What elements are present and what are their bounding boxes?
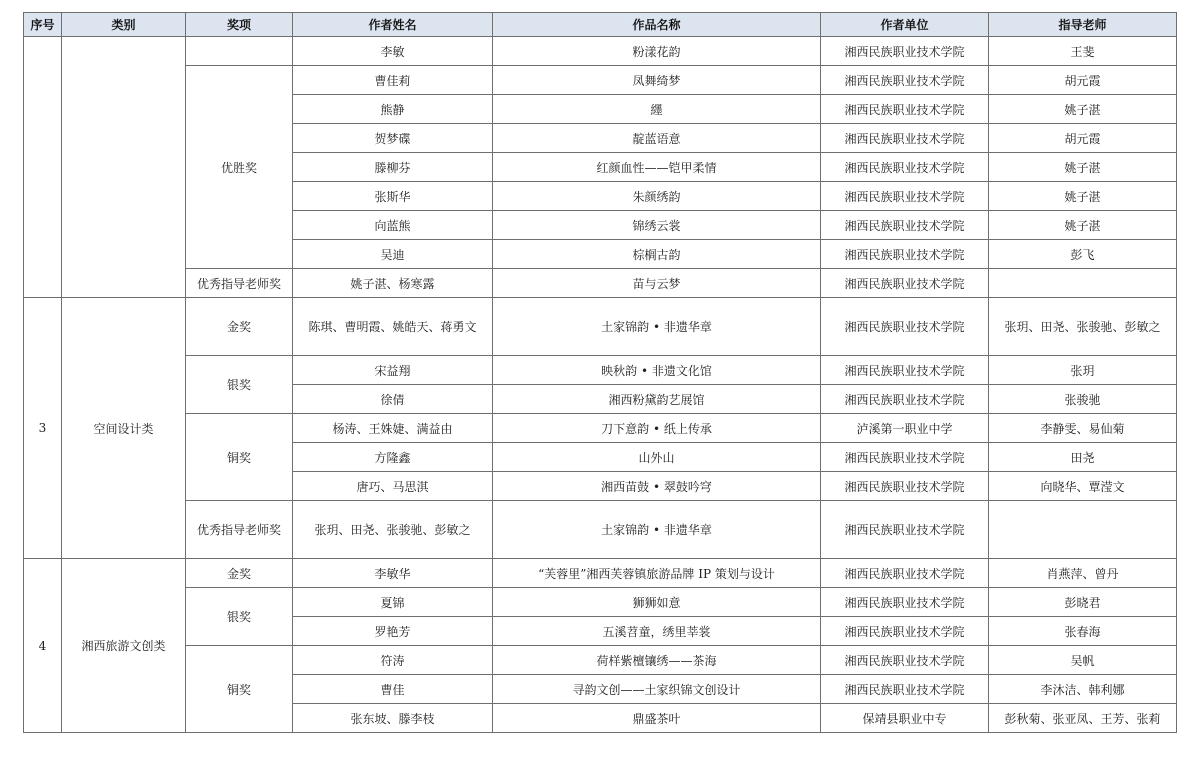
- advisor-cell: 彭飞: [989, 240, 1177, 269]
- author-cell: 方隆鑫: [293, 443, 493, 472]
- table-row: [24, 501, 1177, 559]
- work-title-cell: 红颜血性——铠甲柔情: [493, 153, 821, 182]
- advisor-cell: 吴帆: [989, 646, 1177, 675]
- category-cell: 湘西旅游文创类: [62, 559, 186, 733]
- work-title-cell: 苗与云梦: [493, 269, 821, 298]
- unit-cell: 湘西民族职业技术学院: [821, 124, 989, 153]
- advisor-cell: [989, 269, 1177, 298]
- work-title-cell: 寻韵文创——土家织锦文创设计: [493, 675, 821, 704]
- table-row: [24, 414, 1177, 443]
- unit-cell: 湘西民族职业技术学院: [821, 95, 989, 124]
- award-cell: 优胜奖: [186, 66, 293, 269]
- work-title-cell: 棕榈古韵: [493, 240, 821, 269]
- award-cell: 优秀指导老师奖: [186, 269, 293, 298]
- unit-cell: 湘西民族职业技术学院: [821, 501, 989, 559]
- work-title-cell: 狮狮如意: [493, 588, 821, 617]
- award-cell: 金奖: [186, 298, 293, 356]
- table-row: [24, 588, 1177, 617]
- advisor-cell: 向晓华、覃滢文: [989, 472, 1177, 501]
- header-award: 奖项: [186, 13, 293, 37]
- unit-cell: 湘西民族职业技术学院: [821, 153, 989, 182]
- advisor-cell: 张玥: [989, 356, 1177, 385]
- unit-cell: 湘西民族职业技术学院: [821, 675, 989, 704]
- award-cell: 金奖: [186, 559, 293, 588]
- work-title-cell: 锦绣云裳: [493, 211, 821, 240]
- advisor-cell: 姚子湛: [989, 182, 1177, 211]
- unit-cell: 湘西民族职业技术学院: [821, 298, 989, 356]
- table-row: [24, 37, 1177, 66]
- award-list-sheet: [23, 12, 1177, 733]
- category-cell: 空间设计类: [62, 298, 186, 559]
- author-cell: 李敏: [293, 37, 493, 66]
- header-advisor: 指导老师: [989, 13, 1177, 37]
- work-title-cell: 土家锦韵 • 非遗华章: [493, 298, 821, 356]
- advisor-cell: 李静雯、易仙菊: [989, 414, 1177, 443]
- author-cell: 罗艳芳: [293, 617, 493, 646]
- advisor-cell: 王斐: [989, 37, 1177, 66]
- work-title-cell: 映秋韵 • 非遗文化馆: [493, 356, 821, 385]
- advisor-cell: 姚子湛: [989, 95, 1177, 124]
- work-title-cell: 山外山: [493, 443, 821, 472]
- work-title-cell: 凤舞绮梦: [493, 66, 821, 95]
- unit-cell: 湘西民族职业技术学院: [821, 559, 989, 588]
- header-unit: 作者单位: [821, 13, 989, 37]
- unit-cell: 保靖县职业中专: [821, 704, 989, 733]
- award-table-body: [24, 37, 1177, 733]
- advisor-cell: 田尧: [989, 443, 1177, 472]
- award-cell: 铜奖: [186, 646, 293, 733]
- unit-cell: 湘西民族职业技术学院: [821, 269, 989, 298]
- work-title-cell: 粉漾花韵: [493, 37, 821, 66]
- award-cell: [186, 37, 293, 66]
- seq-cell: 3: [24, 298, 62, 559]
- unit-cell: 泸溪第一职业中学: [821, 414, 989, 443]
- author-cell: 唐巧、马思淇: [293, 472, 493, 501]
- table-row: [24, 646, 1177, 675]
- author-cell: 张玥、田尧、张骏驰、彭敏之: [293, 501, 493, 559]
- author-cell: 张东坡、滕李枝: [293, 704, 493, 733]
- author-cell: 滕柳芬: [293, 153, 493, 182]
- author-cell: 曹佳: [293, 675, 493, 704]
- advisor-cell: 彭秋菊、张亚凤、王芳、张莉: [989, 704, 1177, 733]
- table-row: [24, 269, 1177, 298]
- author-cell: 陈琪、曹明霞、姚皓天、蒋勇文: [293, 298, 493, 356]
- unit-cell: 湘西民族职业技术学院: [821, 240, 989, 269]
- author-cell: 徐倩: [293, 385, 493, 414]
- unit-cell: 湘西民族职业技术学院: [821, 646, 989, 675]
- unit-cell: 湘西民族职业技术学院: [821, 472, 989, 501]
- advisor-cell: 张玥、田尧、张骏驰、彭敏之: [989, 298, 1177, 356]
- work-title-cell: 朱颜绣韵: [493, 182, 821, 211]
- unit-cell: 湘西民族职业技术学院: [821, 37, 989, 66]
- work-title-cell: 湘西苗鼓 • 翠鼓吟穹: [493, 472, 821, 501]
- seq-cell: 4: [24, 559, 62, 733]
- author-cell: 杨涛、王姝婕、满益由: [293, 414, 493, 443]
- unit-cell: 湘西民族职业技术学院: [821, 356, 989, 385]
- table-row: [24, 356, 1177, 385]
- header-author: 作者姓名: [293, 13, 493, 37]
- unit-cell: 湘西民族职业技术学院: [821, 66, 989, 95]
- advisor-cell: 胡元霞: [989, 124, 1177, 153]
- unit-cell: 湘西民族职业技术学院: [821, 617, 989, 646]
- author-cell: 姚子湛、杨寒露: [293, 269, 493, 298]
- unit-cell: 湘西民族职业技术学院: [821, 385, 989, 414]
- header-work: 作品名称: [493, 13, 821, 37]
- unit-cell: 湘西民族职业技术学院: [821, 443, 989, 472]
- award-cell: 银奖: [186, 356, 293, 414]
- work-title-cell: 荷样紫檀镶绣——茶海: [493, 646, 821, 675]
- header-row: [24, 13, 1177, 37]
- work-title-cell: 靛蓝语意: [493, 124, 821, 153]
- work-title-cell: 纆: [493, 95, 821, 124]
- advisor-cell: 肖燕萍、曾丹: [989, 559, 1177, 588]
- unit-cell: 湘西民族职业技术学院: [821, 211, 989, 240]
- seq-cell: [24, 37, 62, 298]
- advisor-cell: 张骏驰: [989, 385, 1177, 414]
- work-title-cell: 土家锦韵 • 非遗华章: [493, 501, 821, 559]
- work-title-cell: 鼎盛茶叶: [493, 704, 821, 733]
- author-cell: 符涛: [293, 646, 493, 675]
- advisor-cell: 胡元霞: [989, 66, 1177, 95]
- author-cell: 宋益翔: [293, 356, 493, 385]
- author-cell: 熊静: [293, 95, 493, 124]
- table-row: [24, 559, 1177, 588]
- table-row: [24, 66, 1177, 95]
- advisor-cell: 张春海: [989, 617, 1177, 646]
- advisor-cell: 姚子湛: [989, 153, 1177, 182]
- header-category: 类别: [62, 13, 186, 37]
- work-title-cell: “芙蓉里”湘西芙蓉镇旅游品牌 IP 策划与设计: [493, 559, 821, 588]
- header-seq: 序号: [24, 13, 62, 37]
- author-cell: 张斯华: [293, 182, 493, 211]
- work-title-cell: 五溪苕童，绣里莘裳: [493, 617, 821, 646]
- author-cell: 李敏华: [293, 559, 493, 588]
- unit-cell: 湘西民族职业技术学院: [821, 182, 989, 211]
- work-title-cell: 刀下意韵 • 纸上传承: [493, 414, 821, 443]
- award-cell: 优秀指导老师奖: [186, 501, 293, 559]
- advisor-cell: [989, 501, 1177, 559]
- unit-cell: 湘西民族职业技术学院: [821, 588, 989, 617]
- advisor-cell: 彭晓君: [989, 588, 1177, 617]
- category-cell: [62, 37, 186, 298]
- author-cell: 向蓝熊: [293, 211, 493, 240]
- advisor-cell: 李沐洁、韩利娜: [989, 675, 1177, 704]
- work-title-cell: 湘西粉黛韵艺展馆: [493, 385, 821, 414]
- award-cell: 铜奖: [186, 414, 293, 501]
- author-cell: 贺梦碟: [293, 124, 493, 153]
- award-cell: 银奖: [186, 588, 293, 646]
- author-cell: 吴迪: [293, 240, 493, 269]
- author-cell: 曹佳莉: [293, 66, 493, 95]
- table-row: [24, 298, 1177, 356]
- advisor-cell: 姚子湛: [989, 211, 1177, 240]
- author-cell: 夏锦: [293, 588, 493, 617]
- award-table: [23, 12, 1177, 733]
